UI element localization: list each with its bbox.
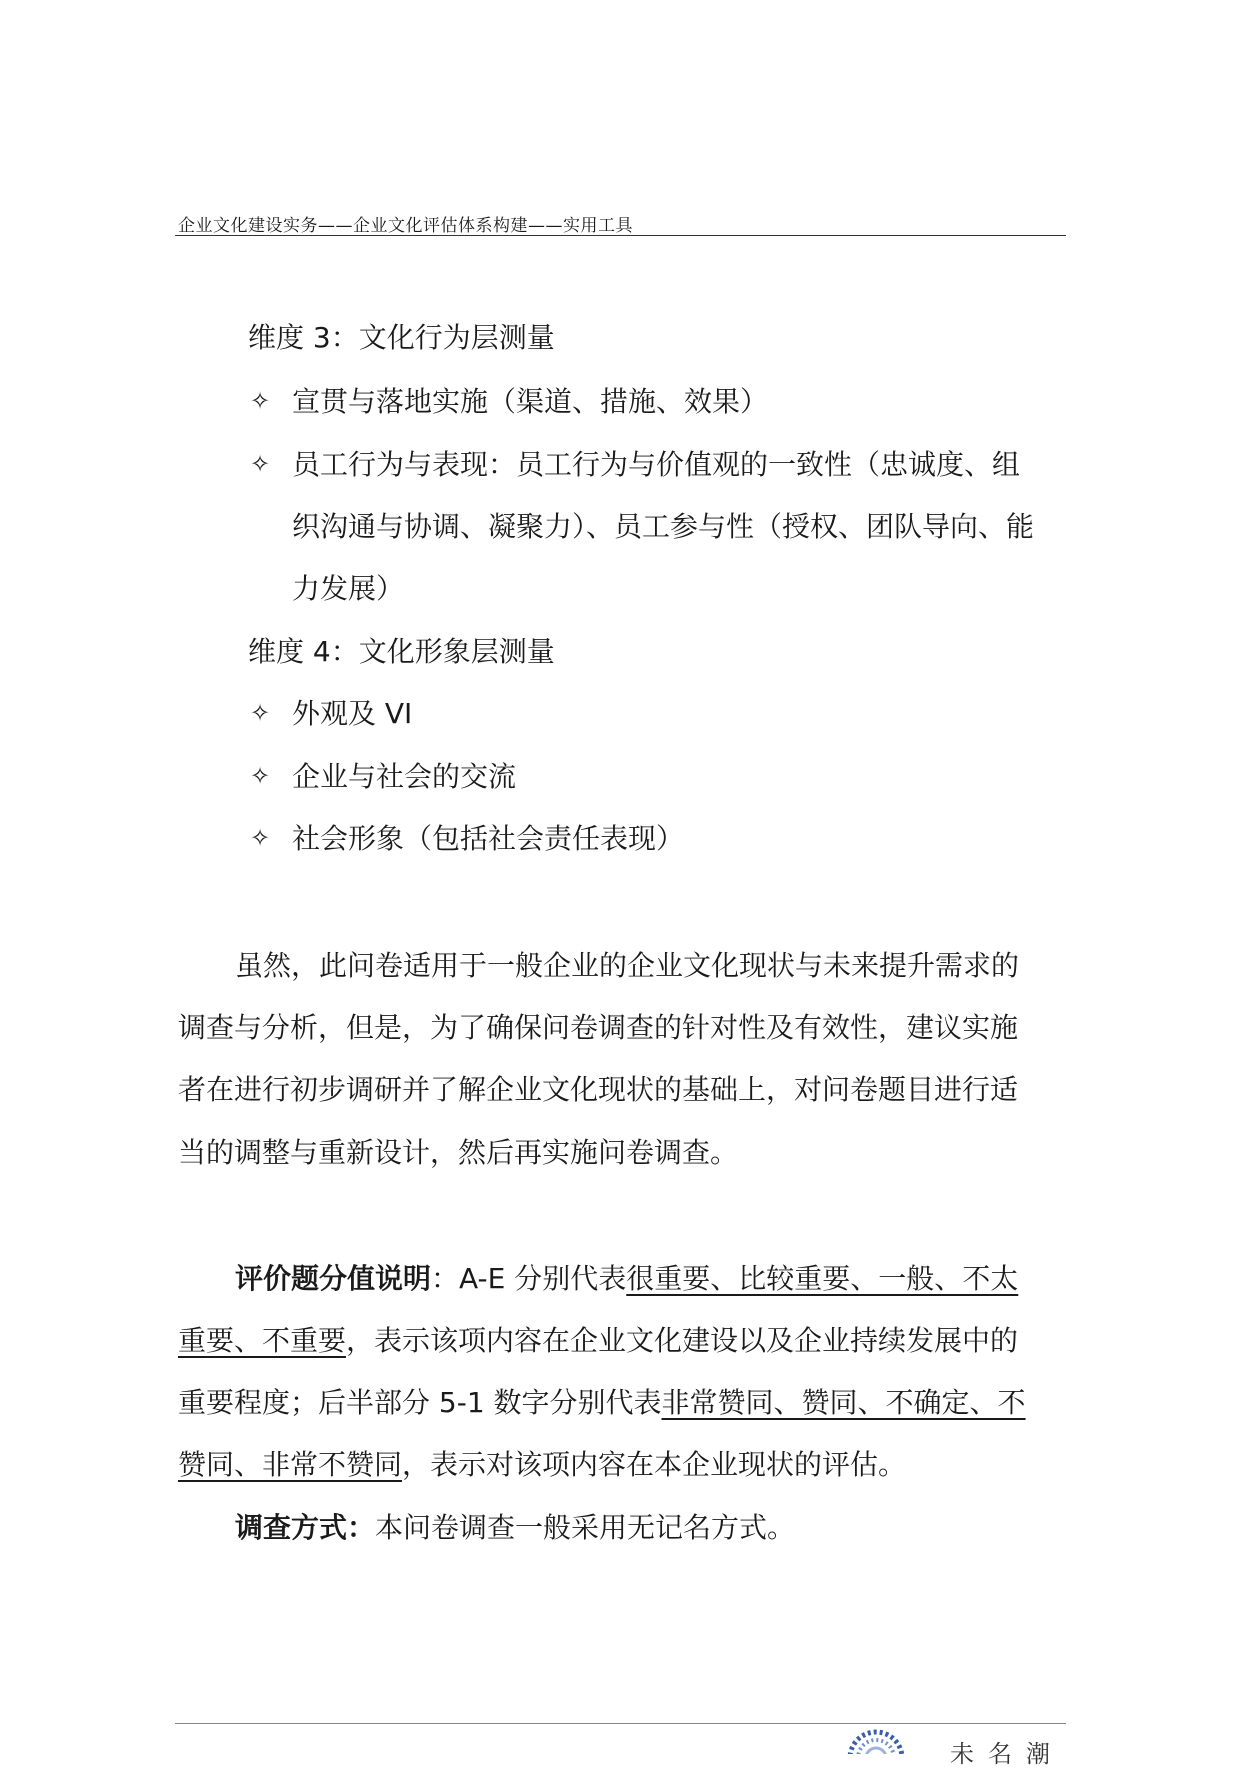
scoring-text: 重要程度；后半部分 5-1 数字分别代表 (178, 1386, 662, 1419)
survey-method-label: 调查方式： (235, 1511, 376, 1544)
brand-name: 未名潮 (950, 1740, 1064, 1768)
dimension-4-title: 维度 4：文化形象层测量 (248, 635, 555, 668)
scoring-text: ，表示对该项内容在本企业现状的评估。 (402, 1448, 907, 1481)
scoring-underlined: 很重要、比较重要、一般、不太 (626, 1262, 1019, 1295)
footer-rule (175, 1723, 1066, 1724)
scoring-line-3 (178, 1386, 1026, 1419)
paragraph-line: 虽然，此问卷适用于一般企业的企业文化现状与未来提升需求的 (235, 949, 1020, 982)
list-item: 企业与社会的交流 (292, 760, 517, 793)
scoring-line-1 (235, 1262, 1019, 1295)
scoring-underlined: 赞同、非常不赞同 (178, 1448, 403, 1481)
scoring-text: ，表示该项内容在企业文化建设以及企业持续发展中的 (346, 1324, 1019, 1357)
brand-logo-icon (846, 1728, 906, 1754)
scoring-underlined: 重要、不重要 (178, 1324, 347, 1357)
list-item-continuation: 力发展） (292, 572, 405, 605)
bullet-icon: ✧ (250, 450, 271, 478)
dimension-3-title: 维度 3：文化行为层测量 (248, 321, 555, 354)
paragraph-line: 当的调整与重新设计，然后再实施问卷调查。 (178, 1136, 739, 1169)
paragraph-line: 调查与分析，但是，为了确保问卷调查的针对性及有效性，建议实施 (178, 1011, 1019, 1044)
bullet-icon: ✧ (250, 762, 271, 790)
bullet-icon: ✧ (250, 824, 271, 852)
list-item: 宣贯与落地实施（渠道、措施、效果） (292, 385, 769, 418)
list-item: 员工行为与表现：员工行为与价值观的一致性（忠诚度、组 (292, 448, 1021, 481)
scoring-line-2 (178, 1324, 1019, 1357)
scoring-line-4 (178, 1448, 907, 1481)
header-rule (175, 235, 1066, 236)
scoring-underlined: 非常赞同、赞同、不确定、不 (661, 1386, 1026, 1419)
survey-method (235, 1511, 796, 1544)
survey-method-text: 本问卷调查一般采用无记名方式。 (375, 1511, 796, 1544)
list-item-continuation: 织沟通与协调、凝聚力）、员工参与性（授权、团队导向、能 (292, 510, 1035, 543)
running-header: 企业文化建设实务——企业文化评估体系构建——实用工具 (178, 216, 633, 236)
scoring-label: 评价题分值说明 (235, 1262, 432, 1295)
scoring-text: ：A-E 分别代表 (431, 1262, 627, 1295)
paragraph-line: 者在进行初步调研并了解企业文化现状的基础上，对问卷题目进行适 (178, 1073, 1019, 1106)
list-item: 社会形象（包括社会责任表现） (292, 822, 685, 855)
list-item: 外观及 VI (292, 697, 413, 730)
bullet-icon: ✧ (250, 387, 271, 415)
bullet-icon: ✧ (250, 699, 271, 727)
